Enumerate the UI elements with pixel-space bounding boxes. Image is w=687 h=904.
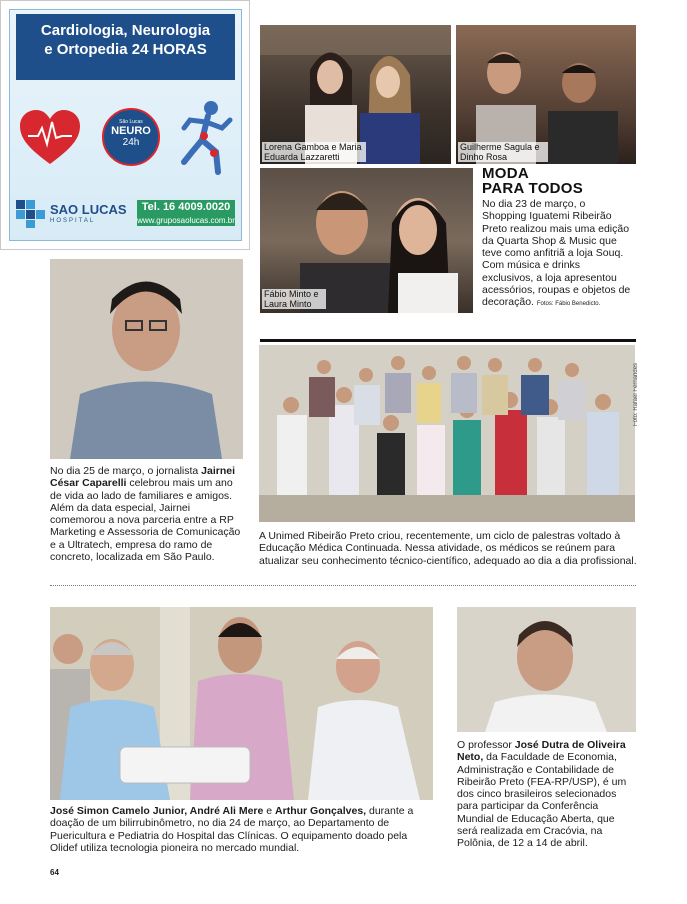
photo-group-illustration [50,607,433,800]
section-rule [260,339,636,342]
ad-headline-banner [16,14,235,80]
moda-title-line1: MODA [482,165,530,182]
donation-names: José Simon Camelo Junior, André Ali Mere [50,805,264,817]
ad-panel [9,9,242,241]
photo-professor [457,607,636,732]
unimed-article-text: A Unimed Ribeirão Preto criou, recentemente, um ciclo de palestras voltado à Educação Médica Continuada. Nessa atividade, os médicos se reúnem para atualizar seu conhecimento técnico-científico, adequado ao dia a dia profissional. [259,530,637,567]
professor-name: José Dutra de Oliveira Neto, [457,739,626,764]
neuro-badge-hours: 24h [122,137,140,148]
section-divider [50,585,636,586]
photo-lorena-maria [260,25,451,164]
logo-mosaic-icon [16,200,46,228]
caption-fabio-laura: Fábio Minto e Laura Minto [262,289,326,309]
caption-guilherme-dinho: Guilherme Sagula e Dinho Rosa [458,142,548,162]
ad-phone-number: Tel. 16 4009.0020 [141,201,231,213]
sao-lucas-logo [16,198,134,230]
logo-subtitle: HOSPITAL [50,218,96,224]
ad-website: www.gruposaolucas.com.br [137,216,235,225]
neuro-badge-small: São Lucas [119,119,143,125]
professor-article-text [457,739,637,850]
donation-and: e [263,805,276,817]
caption-lorena-maria: Lorena Gamboa e Maria Eduarda Lazzaretti [262,142,366,162]
donation-body: durante a doação de um bilirrubinômetro, no dia 24 de março, ao Departamento de Puericultura e Pediatria do Hospital das Clínicas. O equipamento doado pela Olidef utiliza tecnologia pioneira no mercado mundial. [50,805,414,854]
heart-icon [18,108,82,166]
jairnei-name: Jairnei César Caparelli [50,465,236,490]
ad-phone-box [137,200,235,226]
ad-headline-line1: Cardiologia, Neurologia [40,22,211,39]
moda-body: No dia 23 de março, o Shopping Iguatemi Ribeirão Preto realizou mais uma edição da Quarta Shop & Music que teve como anfitriã a loja Souq. Com música e drinks exclusivos, a loja apresentou acessórios, roupas e objetos de decoração. [482,198,631,309]
donation-article-text [50,805,435,854]
photo-unimed-group [259,345,635,522]
moda-article-text [482,198,632,311]
unimed-photo-credit: Foto: Rafael Fernandes [633,362,639,426]
photo-fabio-laura [260,168,473,313]
photo-group-illustration [259,345,635,522]
photo-portrait-illustration [50,259,243,459]
professor-text-body: da Faculdade de Economia, Administração e Contabilidade de Ribeirão Preto (FEA-RP/USP), é um dos cinco brasileiros selecionados para participar da Conferência Mundial de Educação Aberta, que será realizada em Cracóvia, na Polônia, de 12 a 14 de abril. [457,751,627,850]
photo-portrait-illustration [457,607,636,732]
photo-donation [50,607,433,800]
logo-name: SAO LUCAS [50,202,127,217]
photo-guilherme-dinho [456,25,636,164]
running-figure-icon [178,98,234,178]
page-number: 64 [50,868,59,877]
moda-section-title [482,166,632,196]
ad-headline-line2: e Ortopedia 24 HORAS [44,41,207,58]
hospital-ad[interactable] [0,0,250,250]
jairnei-text-pre: No dia 25 de março, o jornalista [50,465,202,477]
professor-text-pre: O professor [457,739,515,751]
jairnei-text-body: celebrou mais um ano de vida ao lado de familiares e amigos. Além da data especial, Jairnei comemorou a nova parceria entre a RP Marketing e Assessoria de Comunicação e a Ultratech, empresa do ramo de concreto, localizada em São Paulo. [50,477,241,564]
neuro-24h-badge [102,108,160,166]
moda-title-line2: PARA TODOS [482,180,584,197]
moda-photo-credit: Fotos: Fábio Benedicto. [536,301,601,308]
photo-jairnei [50,259,243,459]
jairnei-article-text [50,465,245,563]
donation-name3: Arthur Gonçalves, [275,805,367,817]
neuro-badge-label: NEURO [111,125,151,137]
